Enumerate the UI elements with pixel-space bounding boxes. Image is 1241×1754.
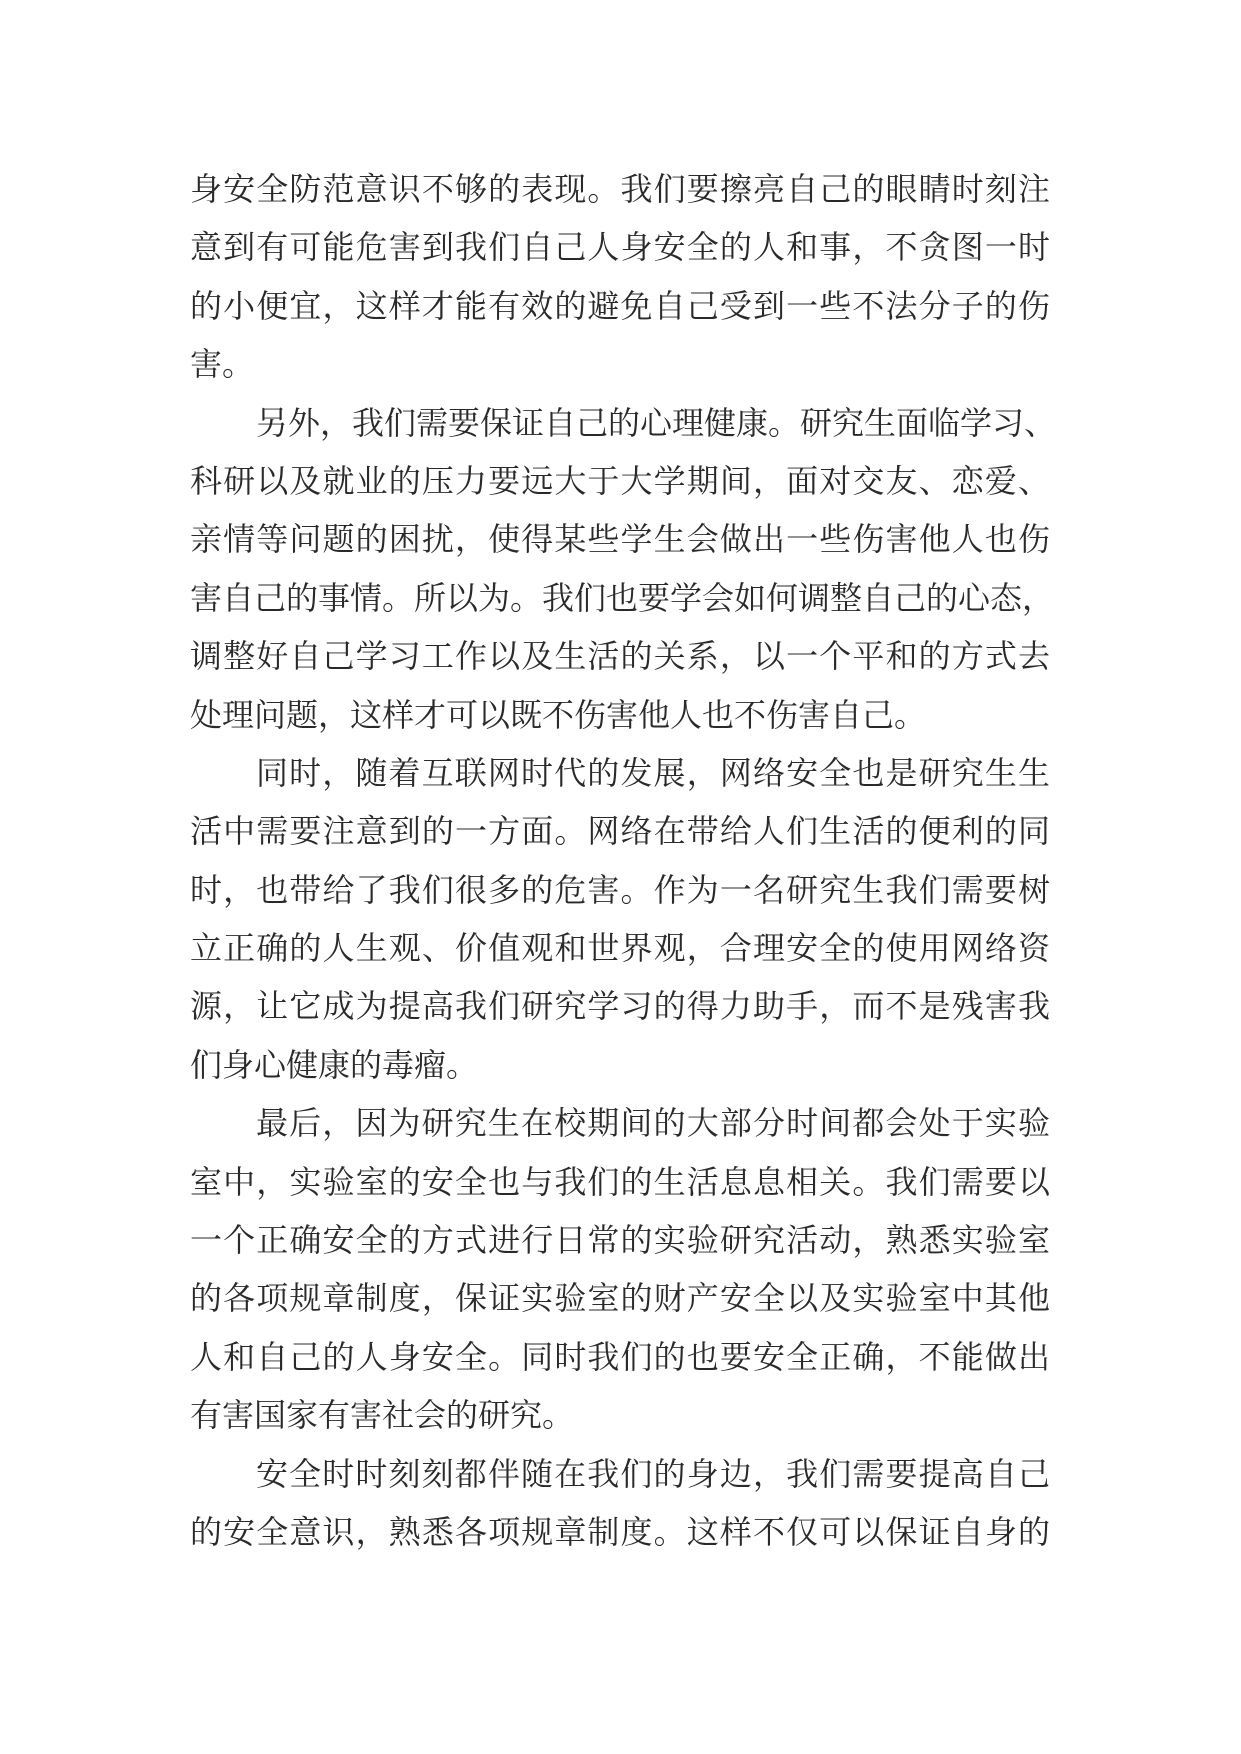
text-line: 们身心健康的毒瘤。 (190, 1045, 479, 1084)
text-line: 意到有可能危害到我们自己人身安全的人和事，不贪图一时 (190, 228, 1050, 267)
text-line: 的各项规章制度，保证实验室的财产安全以及实验室中其他 (190, 1279, 1050, 1318)
text-line: 的安全意识，熟悉各项规章制度。这样不仅可以保证自身的 (190, 1512, 1050, 1551)
text-line: 活中需要注意到的一方面。网络在带给人们生活的便利的同 (190, 812, 1050, 851)
text-line: 时，也带给了我们很多的危害。作为一名研究生我们需要树 (190, 870, 1050, 909)
text-line: 害自己的事情。所以为。我们也要学会如何调整自己的心态， (190, 578, 1055, 617)
text-line: 立正确的人生观、价值观和世界观，合理安全的使用网络资 (190, 929, 1050, 968)
text-line: 人和自己的人身安全。同时我们的也要安全正确，不能做出 (190, 1337, 1050, 1376)
text-line: 身安全防范意识不够的表现。我们要擦亮自己的眼睛时刻注 (190, 170, 1050, 208)
text-line: 害。 (190, 345, 255, 384)
text-line: 另外，我们需要保证自己的心理健康。研究生面临学习、 (256, 403, 1057, 442)
text-line: 亲情等问题的困扰，使得某些学生会做出一些伤害他人也伤 (190, 520, 1050, 559)
text-line: 室中，实验室的安全也与我们的生活息息相关。我们需要以 (190, 1162, 1050, 1201)
text-line: 一个正确安全的方式进行日常的实验研究活动，熟悉实验室 (190, 1221, 1050, 1260)
text-line: 安全时时刻刻都伴随在我们的身边，我们需要提高自己 (256, 1454, 1050, 1493)
text-line: 调整好自己学习工作以及生活的关系，以一个平和的方式去 (190, 637, 1050, 676)
text-line: 科研以及就业的压力要远大于大学期间，面对交友、恋爱、 (190, 461, 1050, 500)
text-line: 有害国家有害社会的研究。 (190, 1396, 575, 1435)
text-line: 最后，因为研究生在校期间的大部分时间都会处于实验 (256, 1104, 1050, 1143)
text-line: 同时，随着互联网时代的发展，网络安全也是研究生生 (256, 753, 1050, 792)
text-line: 源，让它成为提高我们研究学习的得力助手，而不是残害我 (190, 987, 1050, 1026)
document-body (190, 160, 1057, 1561)
text-line: 处理问题，这样才可以既不伤害他人也不伤害自己。 (190, 695, 927, 734)
text-line: 的小便宜，这样才能有效的避免自己受到一些不法分子的伤 (190, 286, 1050, 325)
